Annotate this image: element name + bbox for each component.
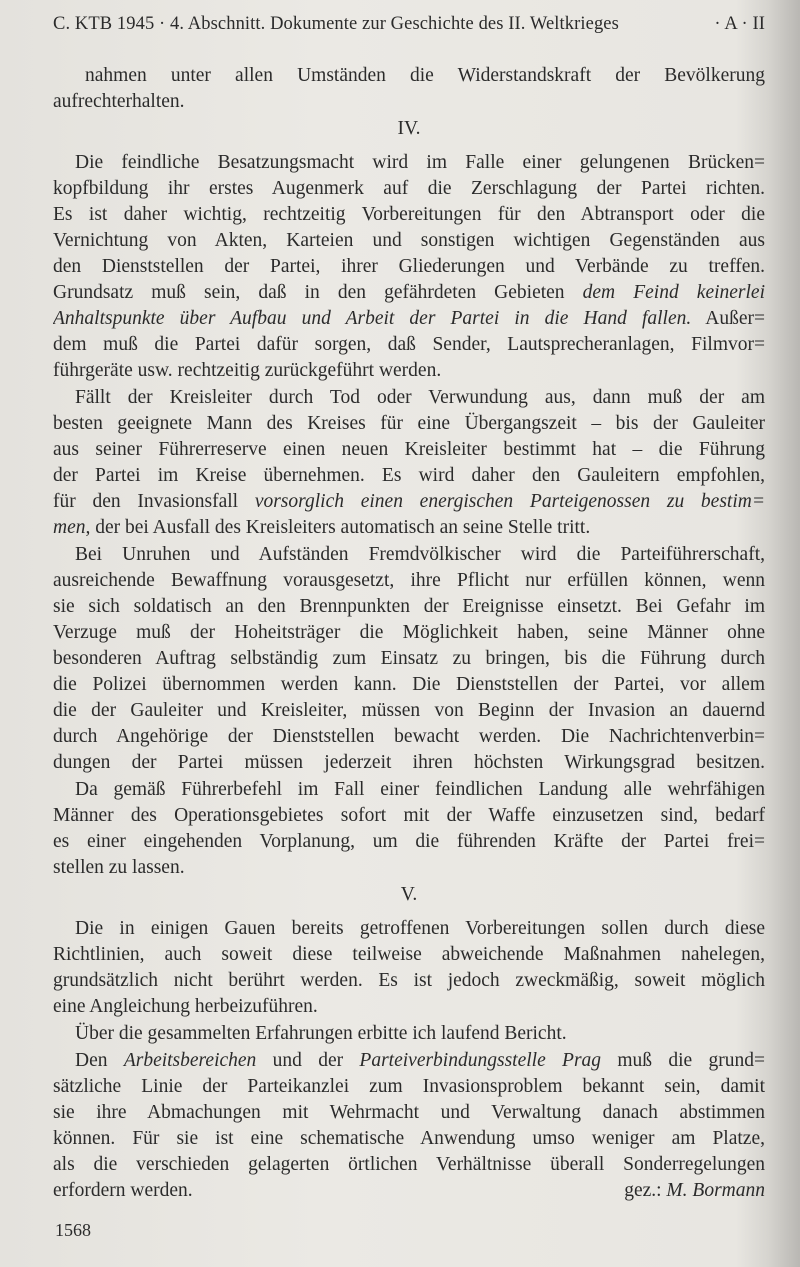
- text-line: [53, 777, 765, 803]
- text-line: [53, 594, 765, 620]
- text-line: [53, 202, 765, 228]
- text-line: [53, 358, 765, 384]
- text-segment: sätzliche Linie der Parteikanzlei zum Invasionsproblem bekannt sein, damit: [53, 1076, 765, 1097]
- text-line: [53, 176, 765, 202]
- signature-name: M. Bormann: [666, 1180, 765, 1201]
- text-segment: die Polizei übernommen werden kann. Die Dienststellen der Partei, vor allem: [53, 674, 765, 695]
- text-segment: und der: [256, 1050, 360, 1071]
- text-segment: den Dienststellen der Partei, ihrer Gliederungen und Verbände zu treffen.: [53, 256, 765, 277]
- header-section: · A · II: [714, 14, 765, 34]
- section-heading: IV.: [397, 118, 421, 139]
- text-line: [53, 385, 765, 411]
- text-line: [53, 1178, 765, 1204]
- paragraph: [53, 777, 765, 881]
- text-line: [53, 646, 765, 672]
- text-segment: der bei Ausfall des Kreisleiters automatisch an seine Stelle tritt.: [90, 517, 591, 538]
- text-line: [53, 672, 765, 698]
- text-segment: Bei Unruhen und Aufständen Fremdvölkischer wird die Parteiführerschaft,: [75, 544, 765, 565]
- paragraph: [53, 63, 765, 115]
- text-line: [53, 1152, 765, 1178]
- text-segment: Fällt der Kreisleiter durch Tod oder Verwundung aus, dann muß der am: [75, 387, 765, 408]
- text-line: [53, 568, 765, 594]
- text-segment: grundsätzlich nicht berührt werden. Es ist jedoch zweckmäßig, soweit möglich: [53, 970, 765, 991]
- text-segment: Verzuge muß der Hoheitsträger die Möglichkeit haben, seine Männer ohne: [53, 622, 765, 643]
- italic-text: men,: [53, 517, 91, 538]
- running-header: [53, 14, 765, 35]
- text-segment: führgeräte usw. rechtzeitig zurückgeführt werden.: [53, 360, 442, 381]
- text-line: [53, 463, 765, 489]
- text-segment: die der Gauleiter und Kreisleiter, müssen von Beginn der Invasion an dauernd: [53, 700, 765, 721]
- text-line: [53, 803, 765, 829]
- paragraph: [53, 1021, 765, 1047]
- text-segment: erfordern werden.: [53, 1180, 193, 1201]
- section-heading: V.: [400, 884, 418, 905]
- text-segment: stellen zu lassen.: [53, 857, 185, 878]
- text-line: [53, 1126, 765, 1152]
- text-segment: es einer eingehenden Vorplanung, um die führenden Kräfte der Partei frei=: [53, 831, 765, 852]
- text-line: [53, 150, 765, 176]
- italic-text: dem Feind keinerlei: [582, 282, 765, 303]
- text-segment: besonderen Auftrag selbständig zum Einsatz zu bringen, bis die Führung durch: [53, 648, 765, 669]
- text-segment: eine Angleichung herbeizuführen.: [53, 996, 318, 1017]
- text-segment: aus seiner Führerreserve einen neuen Kreisleiter bestimmt hat – die Führung: [53, 439, 765, 460]
- text-line: [53, 89, 765, 115]
- text-segment: kopfbildung ihr erstes Augenmerk auf die Zerschlagung der Partei richten.: [53, 178, 765, 199]
- text-segment: können. Für sie ist eine schematische Anwendung umso weniger am Platze,: [53, 1128, 765, 1149]
- paragraph: [53, 916, 765, 1020]
- italic-text: Parteiverbindungsstelle Prag: [359, 1050, 602, 1071]
- paragraph: [53, 385, 765, 541]
- text-line: [53, 1100, 765, 1126]
- text-line: [53, 1074, 765, 1100]
- text-segment: Richtlinien, auch soweit diese teilweise abweichende Maßnahmen nahelegen,: [53, 944, 765, 965]
- text-line: [53, 620, 765, 646]
- text-segment: Die feindliche Besatzungsmacht wird im Falle einer gelungenen Brücken=: [75, 152, 765, 173]
- text-segment: für den Invasionsfall: [53, 491, 255, 512]
- text-line: [53, 280, 765, 306]
- text-line: [53, 916, 765, 942]
- text-segment: durch Angehörige der Dienststellen bewacht werden. Die Nachrichtenverbin=: [53, 726, 765, 747]
- text-segment: Den: [75, 1050, 124, 1071]
- text-line: [53, 724, 765, 750]
- text-line: [53, 1048, 765, 1074]
- text-segment: Da gemäß Führerbefehl im Fall einer feindlichen Landung alle wehrfähigen: [75, 779, 765, 800]
- text-line: [53, 542, 765, 568]
- text-segment: besten geeignete Mann des Kreises für eine Übergangszeit – bis der Gauleiter: [53, 413, 765, 434]
- text-line: [53, 968, 765, 994]
- text-segment: Grundsatz muß sein, daß in den gefährdeten Gebieten: [53, 282, 583, 303]
- text-line: [53, 411, 765, 437]
- text-line: [53, 306, 765, 332]
- text-segment: Männer des Operationsgebietes sofort mit der Waffe einzusetzen sind, bedarf: [53, 805, 765, 826]
- header-title: C. KTB 1945 · 4. Abschnitt. Dokumente zur Geschichte des II. Weltkrieges: [53, 14, 619, 34]
- text-segment: Es ist daher wichtig, rechtzeitig Vorbereitungen für den Abtransport oder die: [53, 204, 765, 225]
- text-segment: sie ihre Abmachungen mit Wehrmacht und Verwaltung danach abstimmen: [53, 1102, 765, 1123]
- text-line: [53, 750, 765, 776]
- text-segment: sie sich soldatisch an den Brennpunkten der Ereignisse einsetzt. Bei Gefahr im: [53, 596, 765, 617]
- text-segment: Über die gesammelten Erfahrungen erbitte ich laufend Bericht.: [75, 1023, 567, 1044]
- text-segment: als die verschieden gelagerten örtlichen Verhältnisse überall Sonderregelungen: [53, 1154, 765, 1175]
- page-number: 1568: [55, 1220, 91, 1240]
- text-segment: aufrechterhalten.: [53, 91, 185, 112]
- text-line: [53, 994, 765, 1020]
- signature: [624, 1178, 765, 1204]
- text-line: [53, 63, 765, 89]
- text-line: [53, 942, 765, 968]
- text-segment: dungen der Partei müssen jederzeit ihren höchsten Wirkungsgrad besitzen.: [53, 752, 765, 773]
- italic-text: Arbeitsbereichen: [123, 1050, 257, 1071]
- text-segment: dem muß die Partei dafür sorgen, daß Sender, Lautsprecheranlagen, Filmvor=: [53, 334, 765, 355]
- paragraph: [53, 542, 765, 776]
- text-line: [53, 489, 765, 515]
- text-line: [53, 228, 765, 254]
- text-segment: Außer=: [691, 308, 765, 329]
- text-segment: Vernichtung von Akten, Karteien und sonstigen wichtigen Gegenständen aus: [53, 230, 765, 251]
- paragraph: [53, 1048, 765, 1204]
- signature-prefix: gez.:: [624, 1180, 667, 1201]
- document-body: [53, 63, 765, 1205]
- text-line: [53, 1021, 765, 1047]
- italic-text: Anhaltspunkte über Aufbau und Arbeit der Partei in die Hand fallen.: [53, 308, 692, 329]
- text-segment: der Partei im Kreise übernehmen. Es wird daher den Gauleitern empfohlen,: [53, 465, 765, 486]
- text-line: [53, 254, 765, 280]
- text-segment: ausreichende Bewaffnung vorausgesetzt, ihre Pflicht nur erfüllen können, wenn: [53, 570, 765, 591]
- text-line: [53, 855, 765, 881]
- text-line: [53, 332, 765, 358]
- italic-text: vorsorglich einen energischen Parteigenossen zu bestim=: [254, 491, 765, 512]
- text-line: [53, 698, 765, 724]
- text-line: [53, 829, 765, 855]
- text-segment: nahmen unter allen Umständen die Widerstandskraft der Bevölkerung: [85, 65, 765, 86]
- text-segment: muß die grund=: [601, 1050, 765, 1071]
- text-line: [53, 437, 765, 463]
- text-segment: Die in einigen Gauen bereits getroffenen Vorbereitungen sollen durch diese: [75, 918, 765, 939]
- text-line: [53, 515, 765, 541]
- paragraph: [53, 150, 765, 384]
